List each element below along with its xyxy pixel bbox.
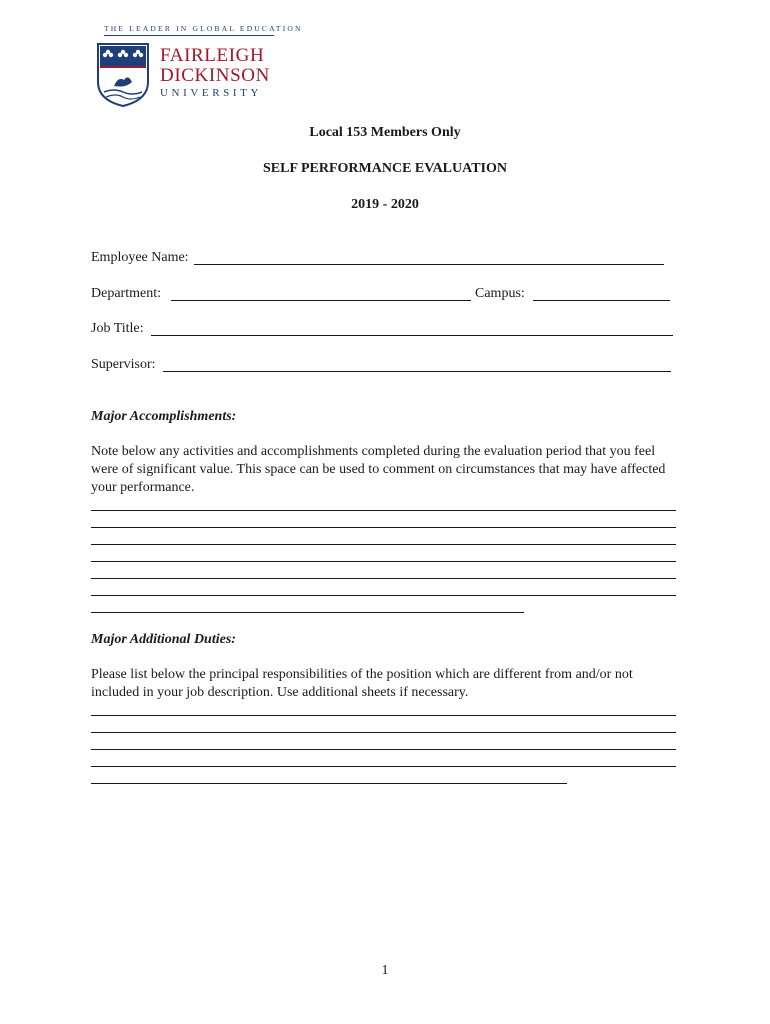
campus-line[interactable]	[533, 300, 670, 301]
accomplishments-line[interactable]	[91, 561, 676, 562]
supervisor-line[interactable]	[163, 371, 671, 372]
accomplishments-line[interactable]	[91, 527, 676, 528]
department-line[interactable]	[171, 300, 471, 301]
duties-line[interactable]	[91, 749, 676, 750]
duties-instructions: Please list below the principal responsibilities of the position which are different from and/or not included in your job description. Use additional sheets if necessary.	[91, 667, 633, 700]
logo-name-line1: FAIRLEIGH	[160, 45, 265, 66]
accomplishments-line[interactable]	[91, 612, 524, 613]
page-number: 1	[381, 963, 389, 978]
employee-name-label: Employee Name:	[91, 250, 189, 265]
logo-name-line3: UNIVERSITY	[160, 87, 262, 99]
accomplishments-line[interactable]	[91, 510, 676, 511]
accomplishments-heading: Major Accomplishments:	[91, 409, 237, 424]
employee-name-line[interactable]	[194, 264, 664, 265]
accomplishments-line[interactable]	[91, 578, 676, 579]
shield-icon	[96, 42, 150, 108]
tagline-rule	[104, 35, 274, 36]
evaluation-year: 2019 - 2020	[351, 197, 419, 212]
logo-tagline: THE LEADER IN GLOBAL EDUCATION	[104, 24, 303, 33]
job-title-line[interactable]	[151, 335, 673, 336]
duties-line[interactable]	[91, 715, 676, 716]
university-logo	[96, 24, 303, 108]
duties-line[interactable]	[91, 766, 676, 767]
duties-heading: Major Additional Duties:	[91, 632, 236, 647]
header-line1: Local 153 Members Only	[309, 125, 461, 140]
accomplishments-line[interactable]	[91, 544, 676, 545]
accomplishments-line[interactable]	[91, 595, 676, 596]
accomplishments-instructions: Note below any activities and accomplishments completed during the evaluation period that you feel were of significant value. This space can be used to comment on circumstances that may have affected your performance.	[91, 444, 666, 495]
document-title: SELF PERFORMANCE EVALUATION	[263, 161, 507, 176]
department-label: Department:	[91, 286, 161, 301]
supervisor-label: Supervisor:	[91, 357, 156, 372]
job-title-label: Job Title:	[91, 321, 144, 336]
duties-line[interactable]	[91, 732, 676, 733]
campus-label: Campus:	[475, 286, 525, 301]
duties-line[interactable]	[91, 783, 567, 784]
logo-name-line2: DICKINSON	[160, 65, 270, 86]
